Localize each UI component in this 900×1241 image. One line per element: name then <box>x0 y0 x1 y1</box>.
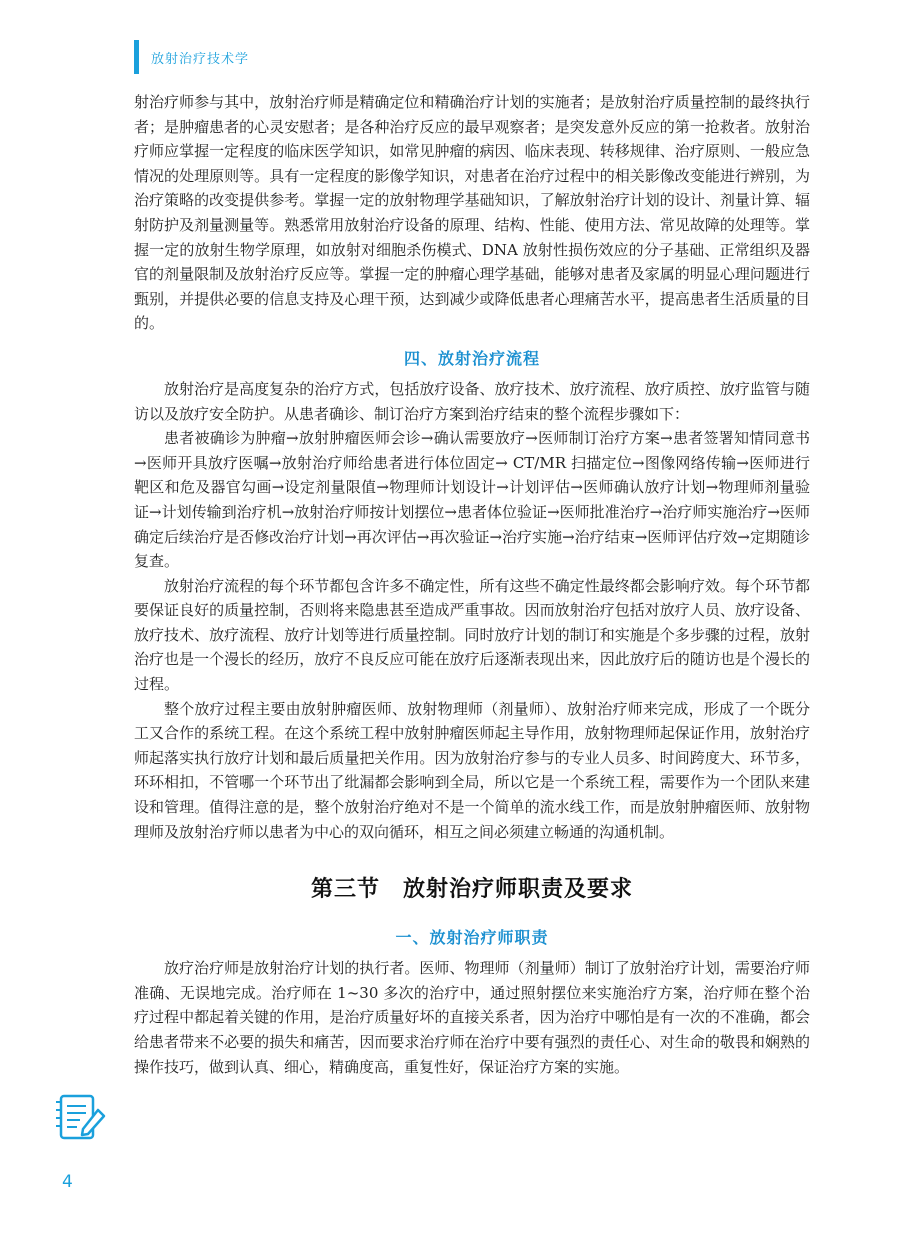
header-accent-bar <box>134 40 139 74</box>
paragraph: 整个放疗过程主要由放射肿瘤医师、放射物理师（剂量师）、放射治疗师来完成，形成了一个既分工又合作的系统工程。在这个系统工程中放射肿瘤医师起主导作用，放射物理师起保证作用，放射治疗师起落实执行放疗计划和最后质量把关作用。因为放射治疗参与的专业人员多、时间跨度大、环节多，环环相扣，不管哪一个环节出了纰漏都会影响到全局，所以它是一个系统工程，需要作为一个团队来建设和管理。值得注意的是，整个放射治疗绝对不是一个简单的流水线工作，而是放射肿瘤医师、放射物理师及放射治疗师以患者为中心的双向循环，相互之间必须建立畅通的沟通机制。 <box>134 699 810 841</box>
section-heading-duties: 一、放射治疗师职责 <box>395 928 549 948</box>
paragraph: 放射治疗流程的每个环节都包含许多不确定性，所有这些不确定性最终都会影响疗效。每个环节都要保证良好的质量控制，否则将来隐患甚至造成严重事故。因而放射治疗包括对放疗人员、放疗设备、放疗技术、放疗流程、放疗计划等进行质量控制。同时放疗计划的制订和实施是个多步骤的过程，放射治疗也是一个漫长的经历，放疗不良反应可能在放疗后逐渐表现出来，因此放疗后的随访也是个漫长的过程。 <box>134 576 810 694</box>
section-heading-workflow: 四、放射治疗流程 <box>403 348 540 368</box>
notebook-pen-icon <box>52 1090 108 1146</box>
paragraph-continued: 射治疗师参与其中，放射治疗师是精确定位和精确治疗计划的实施者；是放射治疗质量控制的最终执行者；是肿瘤患者的心灵安慰者；是各种治疗反应的最早观察者；是突发意外反应的第一抢救者。放射治疗师应掌握一定程度的临床医学知识，如常见肿瘤的病因、临床表现、转移规律、治疗原则、一般应急情况的处理原则等。具有一定程度的影像学知识，对患者在治疗过程中的相关影像改变能进行辨别，为治疗策略的改变提供参考。掌握一定的放射物理学基础知识，了解放射治疗计划的设计、剂量计算、辐射防护及剂量测量等。熟悉常用放射治疗设备的原理、结构、性能、使用方法、常见故障的处理等。掌握一定的放射生物学原理，如放射对细胞杀伤模式、DNA 放射性损伤效应的分子基础、正常组织及器官的剂量限制及放射治疗反应等。掌握一定的肿瘤心理学基础，能够对患者及家属的明显心理问题进行甄别，并提供必要的信息支持及心理干预，达到减少或降低患者心理痛苦水平，提高患者生活质量的目的。 <box>134 93 810 333</box>
paragraph: 放疗治疗师是放射治疗计划的执行者。医师、物理师（剂量师）制订了放射治疗计划，需要治疗师准确、无误地完成。治疗师在 1~30 多次的治疗中，通过照射摆位来实施治疗方案，治疗师在整个治疗过程中都起着关键的作用，是治疗质量好坏的直接关系者，因为治疗中哪怕是有一次的不准确，都会给患者带来不必要的损失和痛苦，因而要求治疗师在治疗中要有强烈的责任心、对生命的敬畏和娴熟的操作技巧，做到认真、细心，精确度高，重复性好，保证治疗方案的实施。 <box>134 959 810 1076</box>
paragraph: 放射治疗是高度复杂的治疗方式，包括放疗设备、放疗技术、放疗流程、放疗质控、放疗监管与随访以及放疗安全防护。从患者确诊、制订治疗方案到治疗结束的整个流程步骤如下： <box>134 379 810 423</box>
running-header <box>134 40 249 74</box>
header-title: 放射治疗技术学 <box>151 51 250 67</box>
chapter-section-title: 第三节 放射治疗师职责及要求 <box>310 877 633 903</box>
page-content <box>134 90 810 1079</box>
paragraph: 患者被确诊为肿瘤→放射肿瘤医师会诊→确认需要放疗→医师制订治疗方案→患者签署知情同意书→医师开具放疗医嘱→放射治疗师给患者进行体位固定→ CT/MR 扫描定位→图像网络传输→医师进行靶区和危及器官勾画→设定剂量限值→物理师计划设计→计划评估→医师确认放疗计划→物理师剂量验证→计划传输到治疗机→放射治疗师按计划摆位→患者体位验证→医师批准治疗→治疗师实施治疗→医师确定后续治疗是否修改治疗计划→再次评估→再次验证→治疗实施→治疗结束→医师评估疗效→定期随诊复查。 <box>134 429 810 571</box>
page-number: 4 <box>62 1172 73 1192</box>
